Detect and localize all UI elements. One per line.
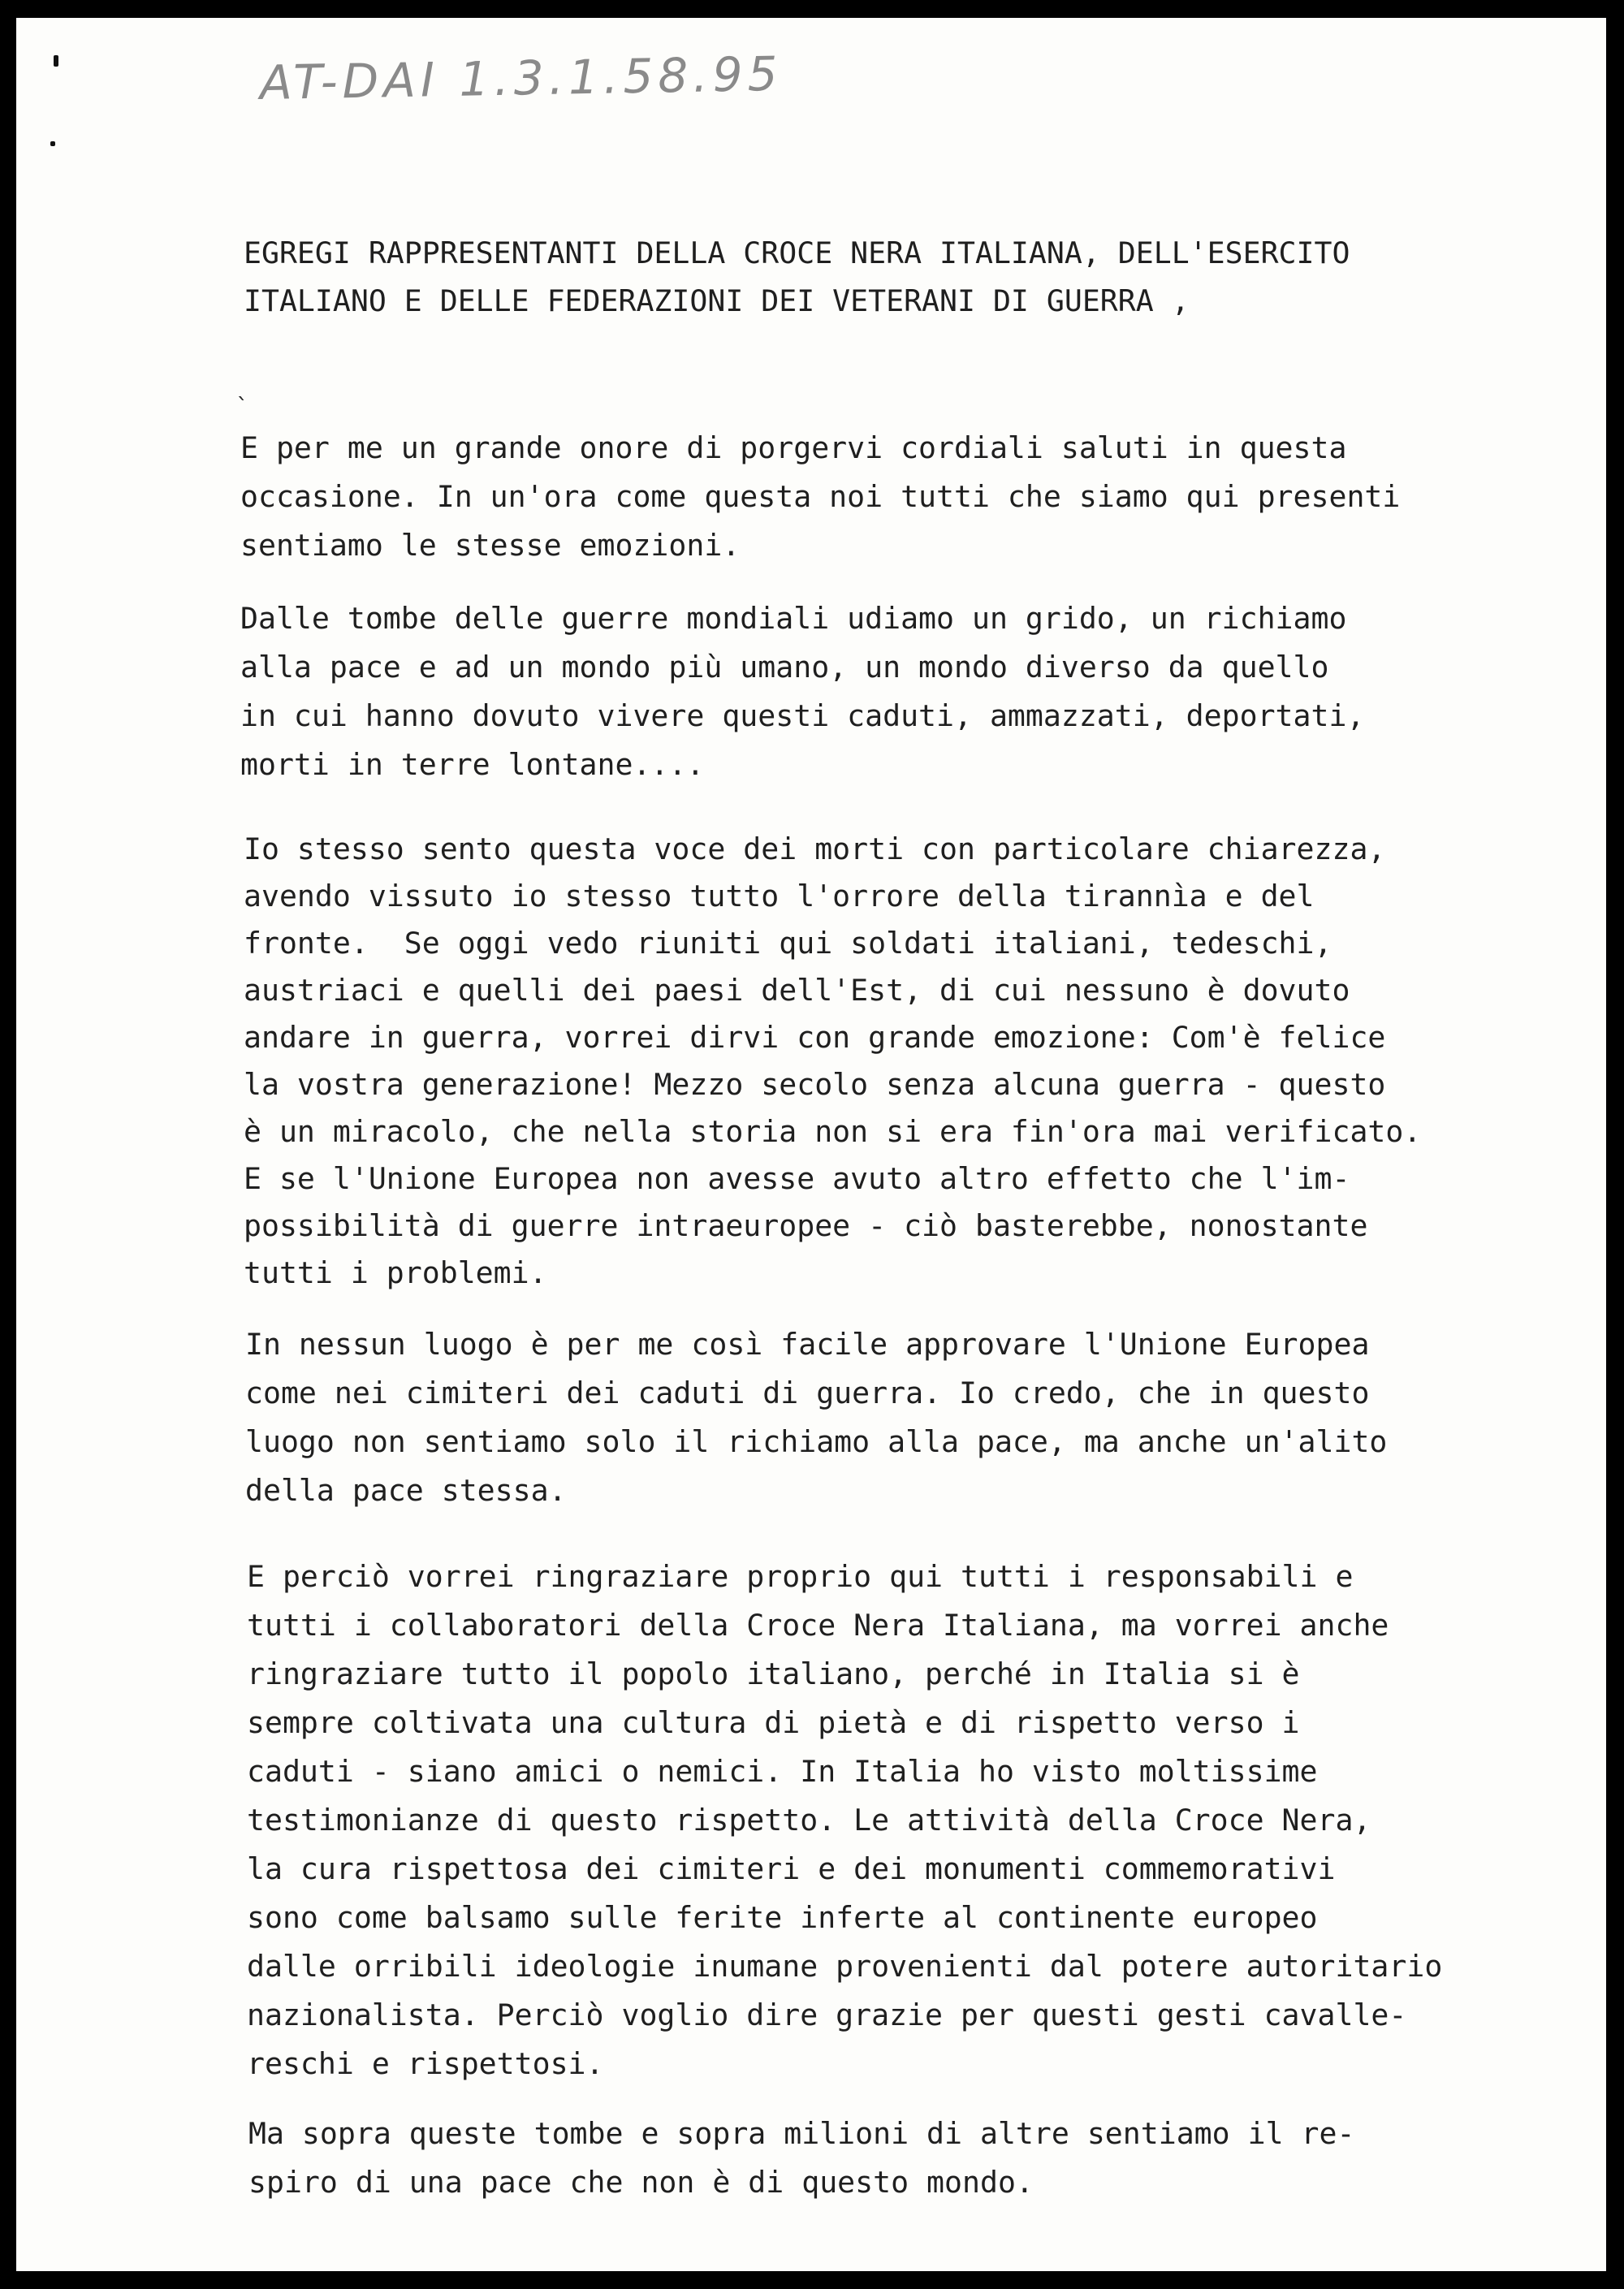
paragraph-line: sentiamo le stesse emozioni. (240, 528, 741, 563)
paragraph-line: E per me un grande onore di porgervi cordiali saluti in questa (240, 430, 1347, 465)
document-page (16, 18, 1606, 2271)
punch-mark (50, 141, 55, 146)
paragraph-line: tutti i collaboratori della Croce Nera Italiana, ma vorrei anche (247, 1608, 1389, 1643)
margin-accent-mark: ` (235, 393, 249, 420)
paragraph-line: fronte. Se oggi vedo riuniti qui soldati italiani, tedeschi, (244, 926, 1332, 961)
paragraph-line: sempre coltivata una cultura di pietà e di rispetto verso i (247, 1705, 1300, 1740)
paragraph-line: ringraziare tutto il popolo italiano, perché in Italia si è (247, 1656, 1300, 1691)
paragraph-line: caduti - siano amici o nemici. In Italia ho visto moltissime (247, 1754, 1318, 1789)
paragraph-line: testimonianze di questo rispetto. Le attività della Croce Nera, (247, 1803, 1371, 1838)
paragraph-line: nazionalista. Perciò voglio dire grazie per questi gesti cavalle- (247, 1997, 1407, 2032)
paragraph-line: dalle orribili ideologie inumane provenienti dal potere autoritario (247, 1949, 1443, 1984)
paragraph-line: austriaci e quelli dei paesi dell'Est, di cui nessuno è dovuto (244, 973, 1350, 1008)
punch-mark (54, 55, 58, 67)
paragraph-line: della pace stessa. (245, 1473, 567, 1508)
paragraph-line: Ma sopra queste tombe e sopra milioni di altre sentiamo il re- (248, 2116, 1355, 2151)
paragraph-line: andare in guerra, vorrei dirvi con grande emozione: Com'è felice (244, 1020, 1386, 1055)
paragraph-line: Dalle tombe delle guerre mondiali udiamo un grido, un richiamo (240, 601, 1347, 636)
paragraph-line: la cura rispettosa dei cimiteri e dei monumenti commemorativi (247, 1851, 1336, 1886)
paragraph-line: morti in terre lontane.... (240, 747, 705, 782)
paragraph-line: come nei cimiteri dei caduti di guerra. Io credo, che in questo (245, 1376, 1370, 1410)
paragraph-line: tutti i problemi. (244, 1255, 547, 1290)
paragraph-line: reschi e rispettosi. (247, 2046, 604, 2081)
paragraph-line: E perciò vorrei ringraziare proprio qui tutti i responsabili e (247, 1559, 1354, 1594)
archive-reference-note: AT-DAI 1.3.1.58.95 (259, 45, 783, 110)
paragraph-line: In nessun luogo è per me così facile approvare l'Unione Europea (245, 1327, 1370, 1362)
paragraph-line: luogo non sentiamo solo il richiamo alla pace, ma anche un'alito (245, 1424, 1388, 1459)
paragraph-line: in cui hanno dovuto vivere questi caduti, ammazzati, deportati, (240, 698, 1365, 733)
paragraph-line: alla pace e ad un mondo più umano, un mondo diverso da quello (240, 650, 1329, 685)
address-line: EGREGI RAPPRESENTANTI DELLA CROCE NERA ITALIANA, DELL'ESERCITO (244, 235, 1350, 270)
paragraph-line: spiro di una pace che non è di questo mondo. (248, 2165, 1034, 2200)
paragraph-line: Io stesso sento questa voce dei morti con particolare chiarezza, (244, 831, 1386, 866)
paragraph-line: è un miracolo, che nella storia non si era fin'ora mai verificato. (244, 1114, 1422, 1149)
paragraph-line: sono come balsamo sulle ferite inferte al continente europeo (247, 1900, 1318, 1935)
paragraph-line: E se l'Unione Europea non avesse avuto altro effetto che l'im- (244, 1161, 1350, 1196)
paragraph-line: occasione. In un'ora come questa noi tutti che siamo qui presenti (240, 479, 1401, 514)
paragraph-line: avendo vissuto io stesso tutto l'orrore della tirannìa e del (244, 879, 1315, 913)
address-line: ITALIANO E DELLE FEDERAZIONI DEI VETERANI DI GUERRA , (244, 283, 1190, 318)
paragraph-line: possibilità di guerre intraeuropee - ciò basterebbe, nonostante (244, 1208, 1368, 1243)
paragraph-line: la vostra generazione! Mezzo secolo senza alcuna guerra - questo (244, 1067, 1386, 1102)
